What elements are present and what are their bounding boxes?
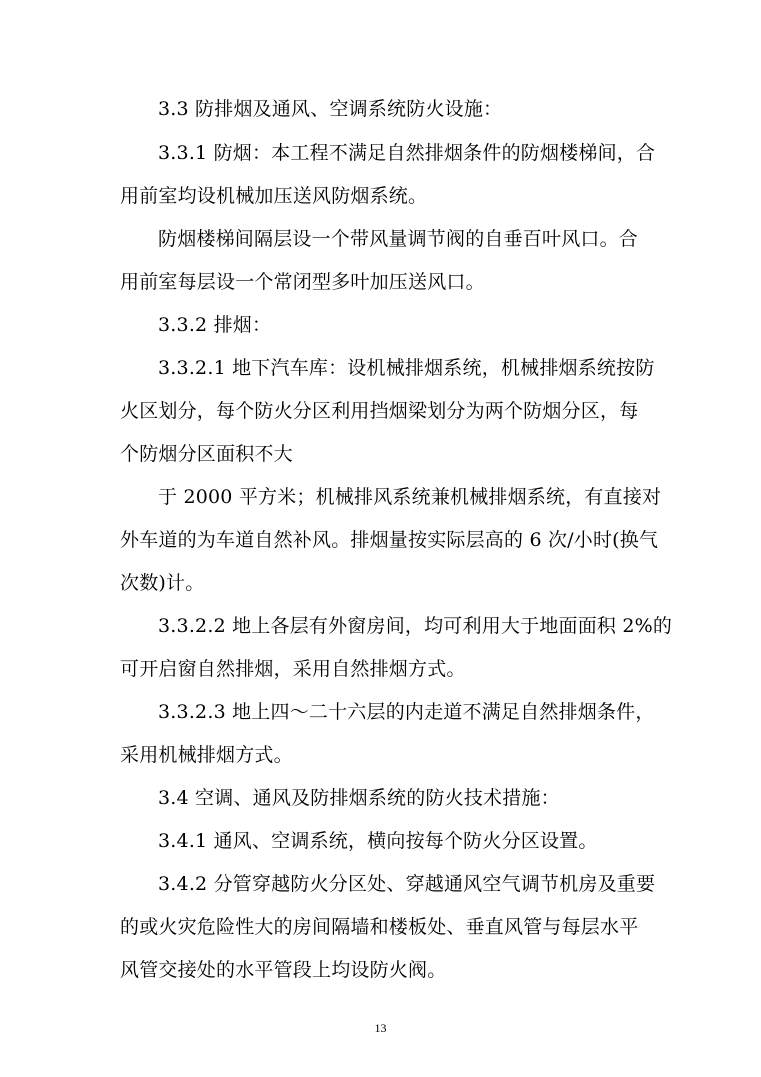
paragraph-3-4-2-line: 的或火灾危险性大的房间隔墙和楼板处、垂直风管与每层水平: [120, 916, 639, 938]
paragraph-3-3-2-1-line: 火区划分，每个防火分区利用挡烟梁划分为两个防烟分区，每: [120, 400, 639, 422]
paragraph-line: 次数)计。: [120, 572, 205, 594]
heading-3-4: 3.4 空调、通风及防排烟系统的防火技术措施：: [158, 787, 560, 809]
paragraph-3-3-2-3-line: 采用机械排烟方式。: [120, 744, 293, 766]
paragraph-3-3-2-3-line: 3.3.2.3 地上四～二十六层的内走道不满足自然排烟条件，: [158, 701, 655, 723]
page-number: 13: [374, 1021, 387, 1035]
paragraph-3-4-2-line: 风管交接处的水平管段上均设防火阀。: [120, 959, 447, 981]
paragraph-3-3-1-line: 3.3.1 防烟：本工程不满足自然排烟条件的防烟楼梯间，合: [158, 142, 656, 164]
paragraph-3-3-2-2-line: 3.3.2.2 地上各层有外窗房间，均可利用大于地面面积 2%的: [158, 615, 673, 637]
paragraph-line: 外车道的为车道自然补风。排烟量按实际层高的 6 次/小时(换气: [120, 529, 659, 551]
paragraph-3-3-1-line: 用前室均设机械加压送风防烟系统。: [120, 185, 428, 207]
paragraph-line: 防烟楼梯间隔层设一个带风量调节阀的自垂百叶风口。合: [158, 228, 639, 250]
paragraph-3-4-2-line: 3.4.2 分管穿越防火分区处、穿越通风空气调节机房及重要: [158, 873, 656, 895]
heading-3-3: 3.3 防排烟及通风、空调系统防火设施：: [158, 98, 503, 120]
paragraph-3-3-2-1-line: 3.3.2.1 地下汽车库：设机械排烟系统，机械排烟系统按防: [158, 357, 655, 379]
paragraph-line: 于 2000 平方米；机械排风系统兼机械排烟系统，有直接对: [158, 486, 662, 508]
paragraph-line: 用前室每层设一个常闭型多叶加压送风口。: [120, 271, 485, 293]
paragraph-3-3-2-2-line: 可开启窗自然排烟，采用自然排烟方式。: [120, 658, 466, 680]
paragraph-3-4-1-line: 3.4.1 通风、空调系统，横向按每个防火分区设置。: [158, 830, 598, 852]
heading-3-3-2: 3.3.2 排烟：: [158, 314, 272, 336]
paragraph-3-3-2-1-line: 个防烟分区面积不大: [120, 443, 293, 465]
